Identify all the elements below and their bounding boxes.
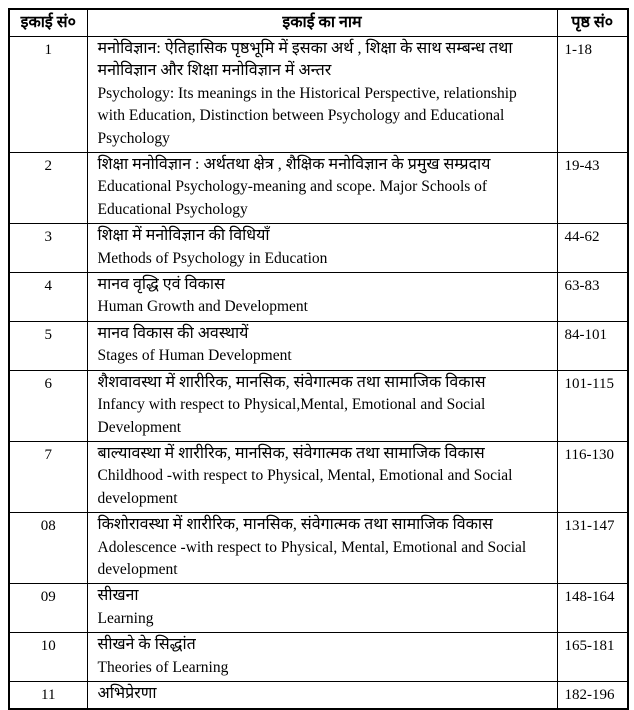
page-range-cell: 44-62 [557,224,628,273]
unit-title-english: Educational Psychology [97,200,248,218]
unit-number-cell: 10 [9,633,87,682]
unit-title-hindi: शैशवावस्था में शारीरिक, मानसिक, संवेगात्मक तथा सामाजिक विकास [97,373,486,391]
unit-name-cell [87,633,557,682]
unit-title-english: development [97,489,178,507]
table-row [9,441,628,512]
unit-title-english: Educational Psychology-meaning and scope. Major Schools of [97,178,488,196]
table-row [9,321,628,370]
unit-name-cell [87,321,557,370]
unit-title-english: Human Growth and Development [97,298,308,316]
unit-title-english: Psychology: Its meanings in the Historical Perspective, relationship with Education, Distinction between Psychology and Educational Psychology [97,84,517,147]
table-row [9,513,628,584]
table-row [9,37,628,153]
unit-title-english: Infancy with respect to Physical,Mental, Emotional and Social [97,396,486,414]
unit-title-hindi: किशोरावस्था में शारीरिक, मानसिक, संवेगात्मक तथा सामाजिक विकास [97,516,493,534]
unit-number-cell: 08 [9,513,87,584]
unit-number-cell: 2 [9,153,87,224]
unit-name-cell [87,441,557,512]
unit-number-cell: 6 [9,370,87,441]
table-header-row [9,9,628,37]
page-range-cell: 84-101 [557,321,628,370]
unit-title-english: Theories of Learning [97,658,229,676]
unit-number-cell: 3 [9,224,87,273]
unit-name-cell [87,153,557,224]
page-range-cell: 148-164 [557,584,628,633]
unit-title-english: Stages of Human Development [97,347,292,365]
unit-title-hindi: अभिप्रेरणा [97,684,157,702]
table-row [9,370,628,441]
unit-title-hindi: शिक्षा मनोविज्ञान : अर्थतथा क्षेत्र , शैक्षिक मनोविज्ञान के प्रमुख सम्प्रदाय [97,156,491,174]
unit-number-cell: 09 [9,584,87,633]
unit-name-cell [87,224,557,273]
header-unit-name: इकाई का नाम [87,9,557,37]
header-page-number: पृष्ठ सं० [557,9,628,37]
table-row [9,584,628,633]
unit-name-cell [87,513,557,584]
unit-number-cell: 7 [9,441,87,512]
unit-number-cell: 5 [9,321,87,370]
unit-title-hindi: शिक्षा में मनोविज्ञान की विधियाँ [97,227,270,245]
page-range-cell: 1-18 [557,37,628,153]
unit-title-hindi: सीखने के सिद्धांत [97,636,196,654]
unit-name-cell [87,273,557,322]
page-range-cell: 131-147 [557,513,628,584]
unit-title-english: Development [97,418,182,436]
unit-name-cell [87,370,557,441]
table-row [9,633,628,682]
unit-title-hindi: बाल्यावस्था में शारीरिक, मानसिक, संवेगात्मक तथा सामाजिक विकास [97,444,485,462]
header-unit-number: इकाई सं० [9,9,87,37]
page-range-cell: 165-181 [557,633,628,682]
unit-title-english: Methods of Psychology in Education [97,249,328,267]
table-row [9,681,628,709]
unit-title-english: Adolescence -with respect to Physical, Mental, Emotional and Social [97,538,527,556]
unit-title-hindi: मानव विकास की अवस्थायें [97,324,249,342]
unit-title-english: Learning [97,609,154,627]
page-range-cell: 182-196 [557,681,628,709]
unit-number-cell: 11 [9,681,87,709]
unit-name-cell [87,681,557,709]
contents-table [8,8,629,710]
unit-number-cell: 4 [9,273,87,322]
unit-title-english: development [97,560,178,578]
table-row [9,224,628,273]
page-range-cell: 101-115 [557,370,628,441]
unit-title-hindi: मनोविज्ञान: ऐतिहासिक पृष्ठभूमि में इसका अर्थ , शिक्षा के साथ सम्बन्ध तथा मनोविज्ञान और शिक्षा मनोविज्ञान में अन्तर [97,40,513,80]
table-row [9,153,628,224]
unit-name-cell [87,37,557,153]
unit-number-cell: 1 [9,37,87,153]
table-row [9,273,628,322]
unit-title-hindi: मानव वृद्धि एवं विकास [97,276,225,294]
unit-title-hindi: सीखना [97,587,139,605]
unit-title-english: Childhood -with respect to Physical, Mental, Emotional and Social [97,467,513,485]
unit-name-cell [87,584,557,633]
page-range-cell: 116-130 [557,441,628,512]
page-range-cell: 63-83 [557,273,628,322]
page-range-cell: 19-43 [557,153,628,224]
